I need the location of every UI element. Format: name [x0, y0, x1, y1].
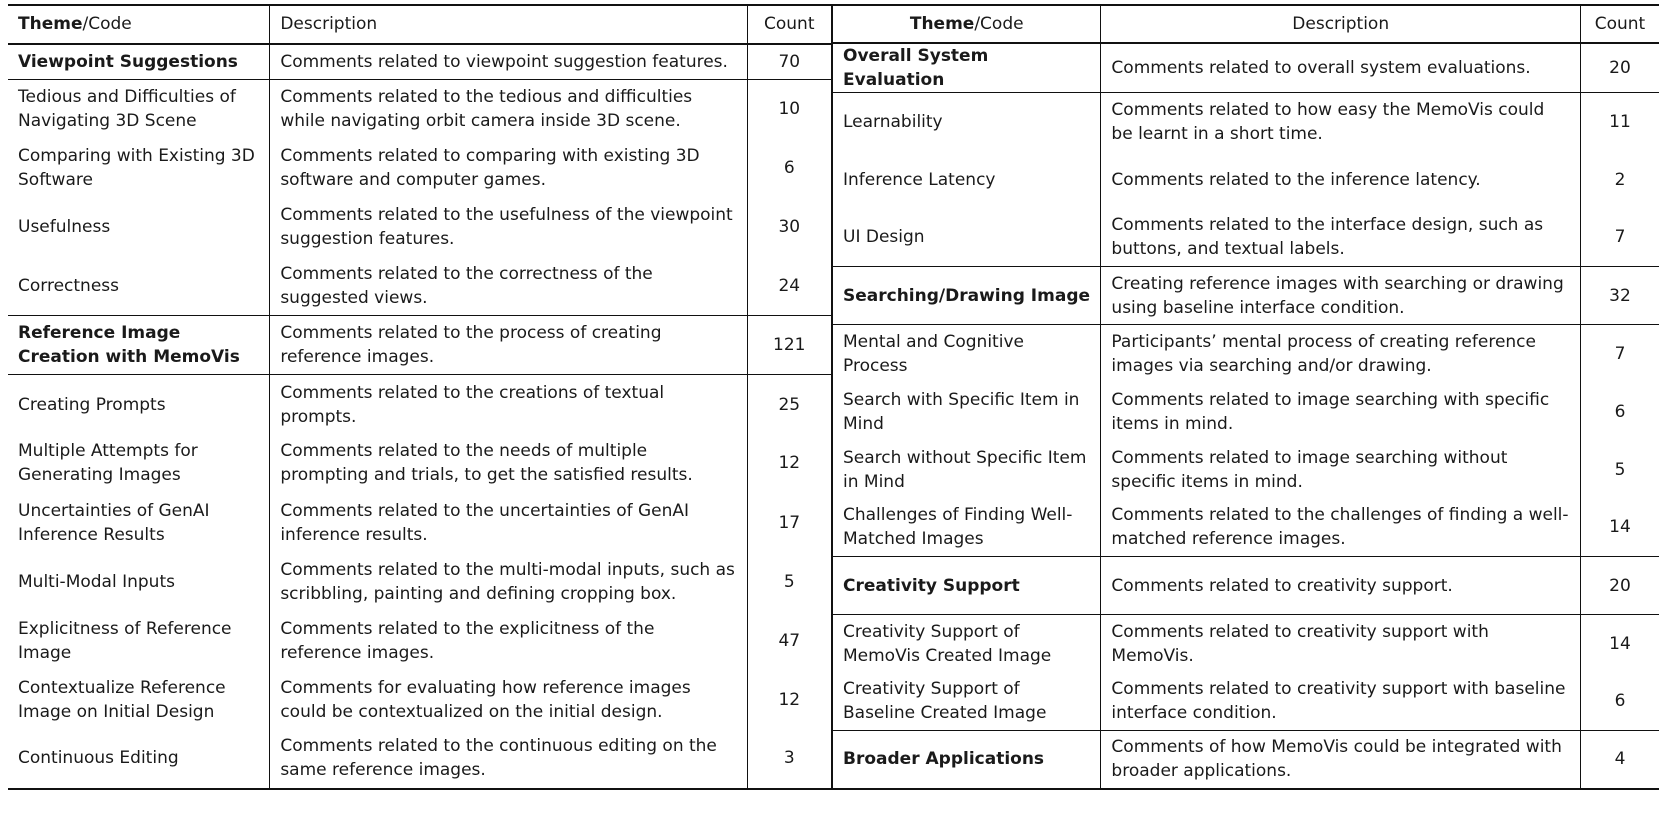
count: 6	[747, 138, 831, 197]
count: 7	[1580, 325, 1659, 383]
count: 7	[1580, 209, 1659, 267]
count: 2	[1580, 151, 1659, 209]
code-name: Tedious and Difficulties of Navigating 3D Scene	[18, 87, 236, 132]
code-name: Inference Latency	[833, 151, 1101, 209]
description: Comments related to the inference latency.	[1101, 151, 1581, 209]
description: Comments related to the explicitness of the reference images.	[270, 611, 747, 670]
left-table-body	[8, 44, 832, 789]
code-row	[833, 499, 1660, 557]
code-row	[8, 434, 832, 493]
count: 14	[1580, 615, 1659, 673]
description: Comments related to overall system evaluations.	[1101, 43, 1581, 93]
count: 10	[747, 79, 831, 138]
count: 32	[1580, 267, 1659, 325]
code-name: Search with Specific Item in Mind	[833, 383, 1101, 441]
count: 47	[747, 611, 831, 670]
description: Comments related to viewpoint suggestion features.	[270, 44, 747, 80]
theme-name: Reference Image Creation with MemoVis	[18, 323, 240, 368]
description: Comments related to the correctness of the suggested views.	[270, 257, 747, 316]
count: 6	[1580, 673, 1659, 731]
code-row	[833, 673, 1660, 731]
count: 12	[747, 434, 831, 493]
description: Comments of how MemoVis could be integrated with broader applications.	[1101, 731, 1581, 789]
description: Comments related to the uncertainties of GenAI inference results.	[270, 493, 747, 552]
code-row	[833, 325, 1660, 383]
code-name: Multi-Modal Inputs	[18, 571, 175, 592]
theme-name: Overall System Evaluation	[833, 43, 1101, 93]
description: Comments related to how easy the MemoVis could be learnt in a short time.	[1101, 93, 1581, 151]
header-code: /Code	[82, 14, 132, 35]
count: 20	[1580, 43, 1659, 93]
code-row	[8, 375, 832, 434]
description: Comments related to the interface design, such as buttons, and textual labels.	[1101, 209, 1581, 267]
code-name: Search without Specific Item in Mind	[833, 441, 1101, 499]
description: Comments for evaluating how reference images could be contextualized on the initial design.	[270, 670, 747, 729]
code-row	[833, 615, 1660, 673]
count: 20	[1580, 557, 1659, 615]
code-row	[8, 729, 832, 788]
description: Comments related to the creations of textual prompts.	[270, 375, 747, 434]
code-name: UI Design	[833, 209, 1101, 267]
theme-name: Searching/Drawing Image	[833, 267, 1101, 325]
code-row	[8, 670, 832, 729]
count: 5	[747, 552, 831, 611]
count: 14	[1580, 499, 1659, 557]
code-row	[8, 198, 832, 257]
code-name: Multiple Attempts for Generating Images	[18, 441, 198, 486]
code-name: Creativity Support of MemoVis Created Image	[833, 615, 1101, 673]
theme-row	[8, 44, 832, 80]
code-name: Learnability	[833, 93, 1101, 151]
code-row	[833, 93, 1660, 151]
theme-name: Viewpoint Suggestions	[18, 51, 238, 72]
count: 3	[747, 729, 831, 788]
count: 70	[747, 44, 831, 80]
code-name: Continuous Editing	[8, 729, 270, 788]
right-table	[832, 4, 1659, 790]
theme-row	[833, 43, 1660, 93]
description: Comments related to the challenges of finding a well-matched reference images.	[1101, 499, 1581, 557]
theme-name: Creativity Support	[833, 557, 1101, 615]
header-row	[833, 5, 1660, 43]
theme-name: Broader Applications	[833, 731, 1101, 789]
code-row	[8, 493, 832, 552]
description: Comments related to image searching without specific items in mind.	[1101, 441, 1581, 499]
left-table	[8, 4, 832, 790]
description: Comments related to the tedious and difficulties while navigating orbit camera inside 3D scene.	[270, 79, 747, 138]
code-row	[833, 441, 1660, 499]
header-count: Count	[747, 5, 831, 44]
theme-row	[8, 316, 832, 375]
header-theme: Theme	[909, 14, 975, 34]
theme-row	[833, 557, 1660, 615]
theme-row	[833, 731, 1660, 789]
code-name: Usefulness	[18, 217, 111, 238]
header-count: Count	[1580, 5, 1659, 43]
description: Comments related to image searching with specific items in mind.	[1101, 383, 1581, 441]
header-theme-code	[8, 5, 270, 44]
code-name: Contextualize Reference Image on Initial Design	[18, 677, 226, 722]
header-row	[8, 5, 832, 44]
code-row	[8, 257, 832, 316]
description: Comments related to the usefulness of the viewpoint suggestion features.	[270, 198, 747, 257]
code-name: Uncertainties of GenAI Inference Results	[18, 500, 210, 545]
code-row	[8, 138, 832, 197]
code-row	[833, 151, 1660, 209]
description: Comments related to the needs of multiple prompting and trials, to get the satisfied results.	[270, 434, 747, 493]
description: Comments related to the multi-modal inputs, such as scribbling, painting and defining cropping box.	[270, 552, 747, 611]
code-row	[8, 552, 832, 611]
count: 4	[1580, 731, 1659, 789]
header-theme-code	[833, 5, 1101, 43]
header-code: /Code	[974, 14, 1024, 34]
count: 6	[1580, 383, 1659, 441]
header-description: Description	[1101, 5, 1581, 43]
code-name: Creativity Support of Baseline Created Image	[833, 673, 1101, 731]
count: 25	[747, 375, 831, 434]
right-table-body	[833, 43, 1660, 789]
count: 12	[747, 670, 831, 729]
description: Comments related to comparing with existing 3D software and computer games.	[270, 138, 747, 197]
count: 24	[747, 257, 831, 316]
codebook-table	[8, 4, 1659, 790]
header-description: Description	[270, 5, 747, 44]
code-name: Correctness	[18, 275, 119, 296]
code-name: Mental and Cognitive Process	[833, 325, 1101, 383]
code-row	[833, 209, 1660, 267]
count: 17	[747, 493, 831, 552]
code-row	[8, 79, 832, 138]
description: Comments related to creativity support with MemoVis.	[1101, 615, 1581, 673]
description: Comments related to creativity support.	[1101, 557, 1581, 615]
description: Participants’ mental process of creating reference images via searching and/or drawing.	[1101, 325, 1581, 383]
code-row	[8, 611, 832, 670]
count: 121	[747, 316, 831, 375]
theme-row	[833, 267, 1660, 325]
count: 11	[1580, 93, 1659, 151]
description: Comments related to the process of creating reference images.	[270, 316, 747, 375]
count: 30	[747, 198, 831, 257]
description: Comments related to creativity support with baseline interface condition.	[1101, 673, 1581, 731]
code-name: Creating Prompts	[18, 394, 166, 415]
description: Comments related to the continuous editing on the same reference images.	[270, 729, 747, 788]
code-row	[833, 383, 1660, 441]
header-theme: Theme	[18, 14, 83, 35]
count: 5	[1580, 441, 1659, 499]
description: Creating reference images with searching or drawing using baseline interface condition.	[1101, 267, 1581, 325]
code-name: Challenges of Finding Well-Matched Images	[833, 499, 1101, 557]
code-name: Explicitness of Reference Image	[18, 618, 232, 663]
code-name: Comparing with Existing 3D Software	[18, 146, 255, 190]
